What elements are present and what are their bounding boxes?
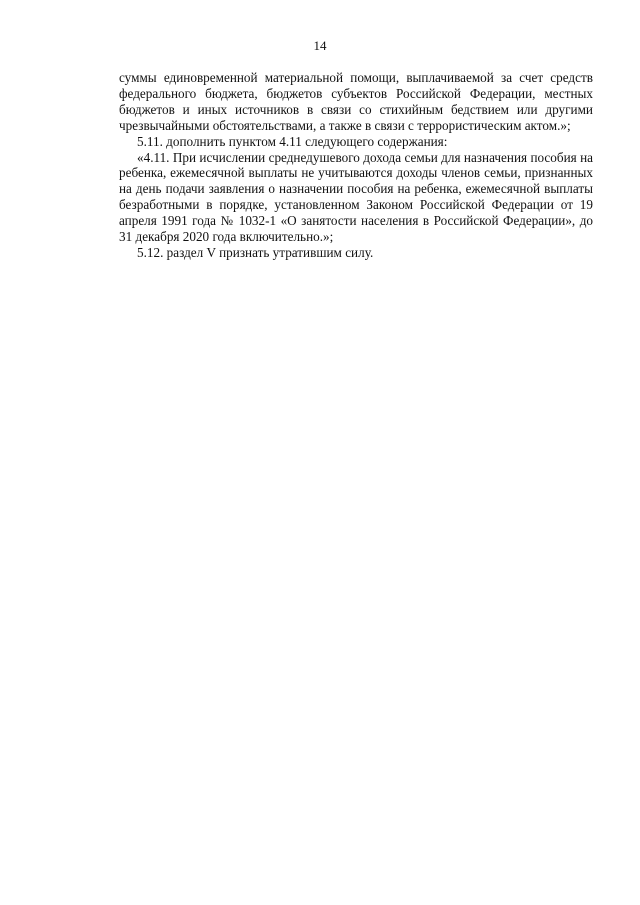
paragraph-item-4-11: «4.11. При исчислении среднедушевого дохода семьи для назначения пособия на ребенка, ежемесячной выплаты не учитываются доходы членов семьи, признанных на день подачи заявления о назначении пособия на ребенка, ежемесячной выплаты безработными в порядке, установленном Законом Российской Федерации от 19 апреля 1991 года № 1032-1 «О занятости населения в Российской Федерации», до 31 декабря 2020 года включительно.»; [119,149,593,245]
paragraph-item-5-11: 5.11. дополнить пунктом 4.11 следующего содержания: [137,133,448,149]
paragraph-continuation: суммы единовременной материальной помощи, выплачиваемой за счет средств федерального бюджета, бюджетов субъектов Российской Федерации, местных бюджетов и иных источников в связи со стихийным бедствием или другими чрезвычайными обстоятельствами, а также в связи с террористическим актом.»; [119,70,593,133]
document-body [119,70,593,261]
paragraph-item-5-12: 5.12. раздел V признать утратившим силу. [137,244,374,260]
page-number: 14 [313,38,327,53]
